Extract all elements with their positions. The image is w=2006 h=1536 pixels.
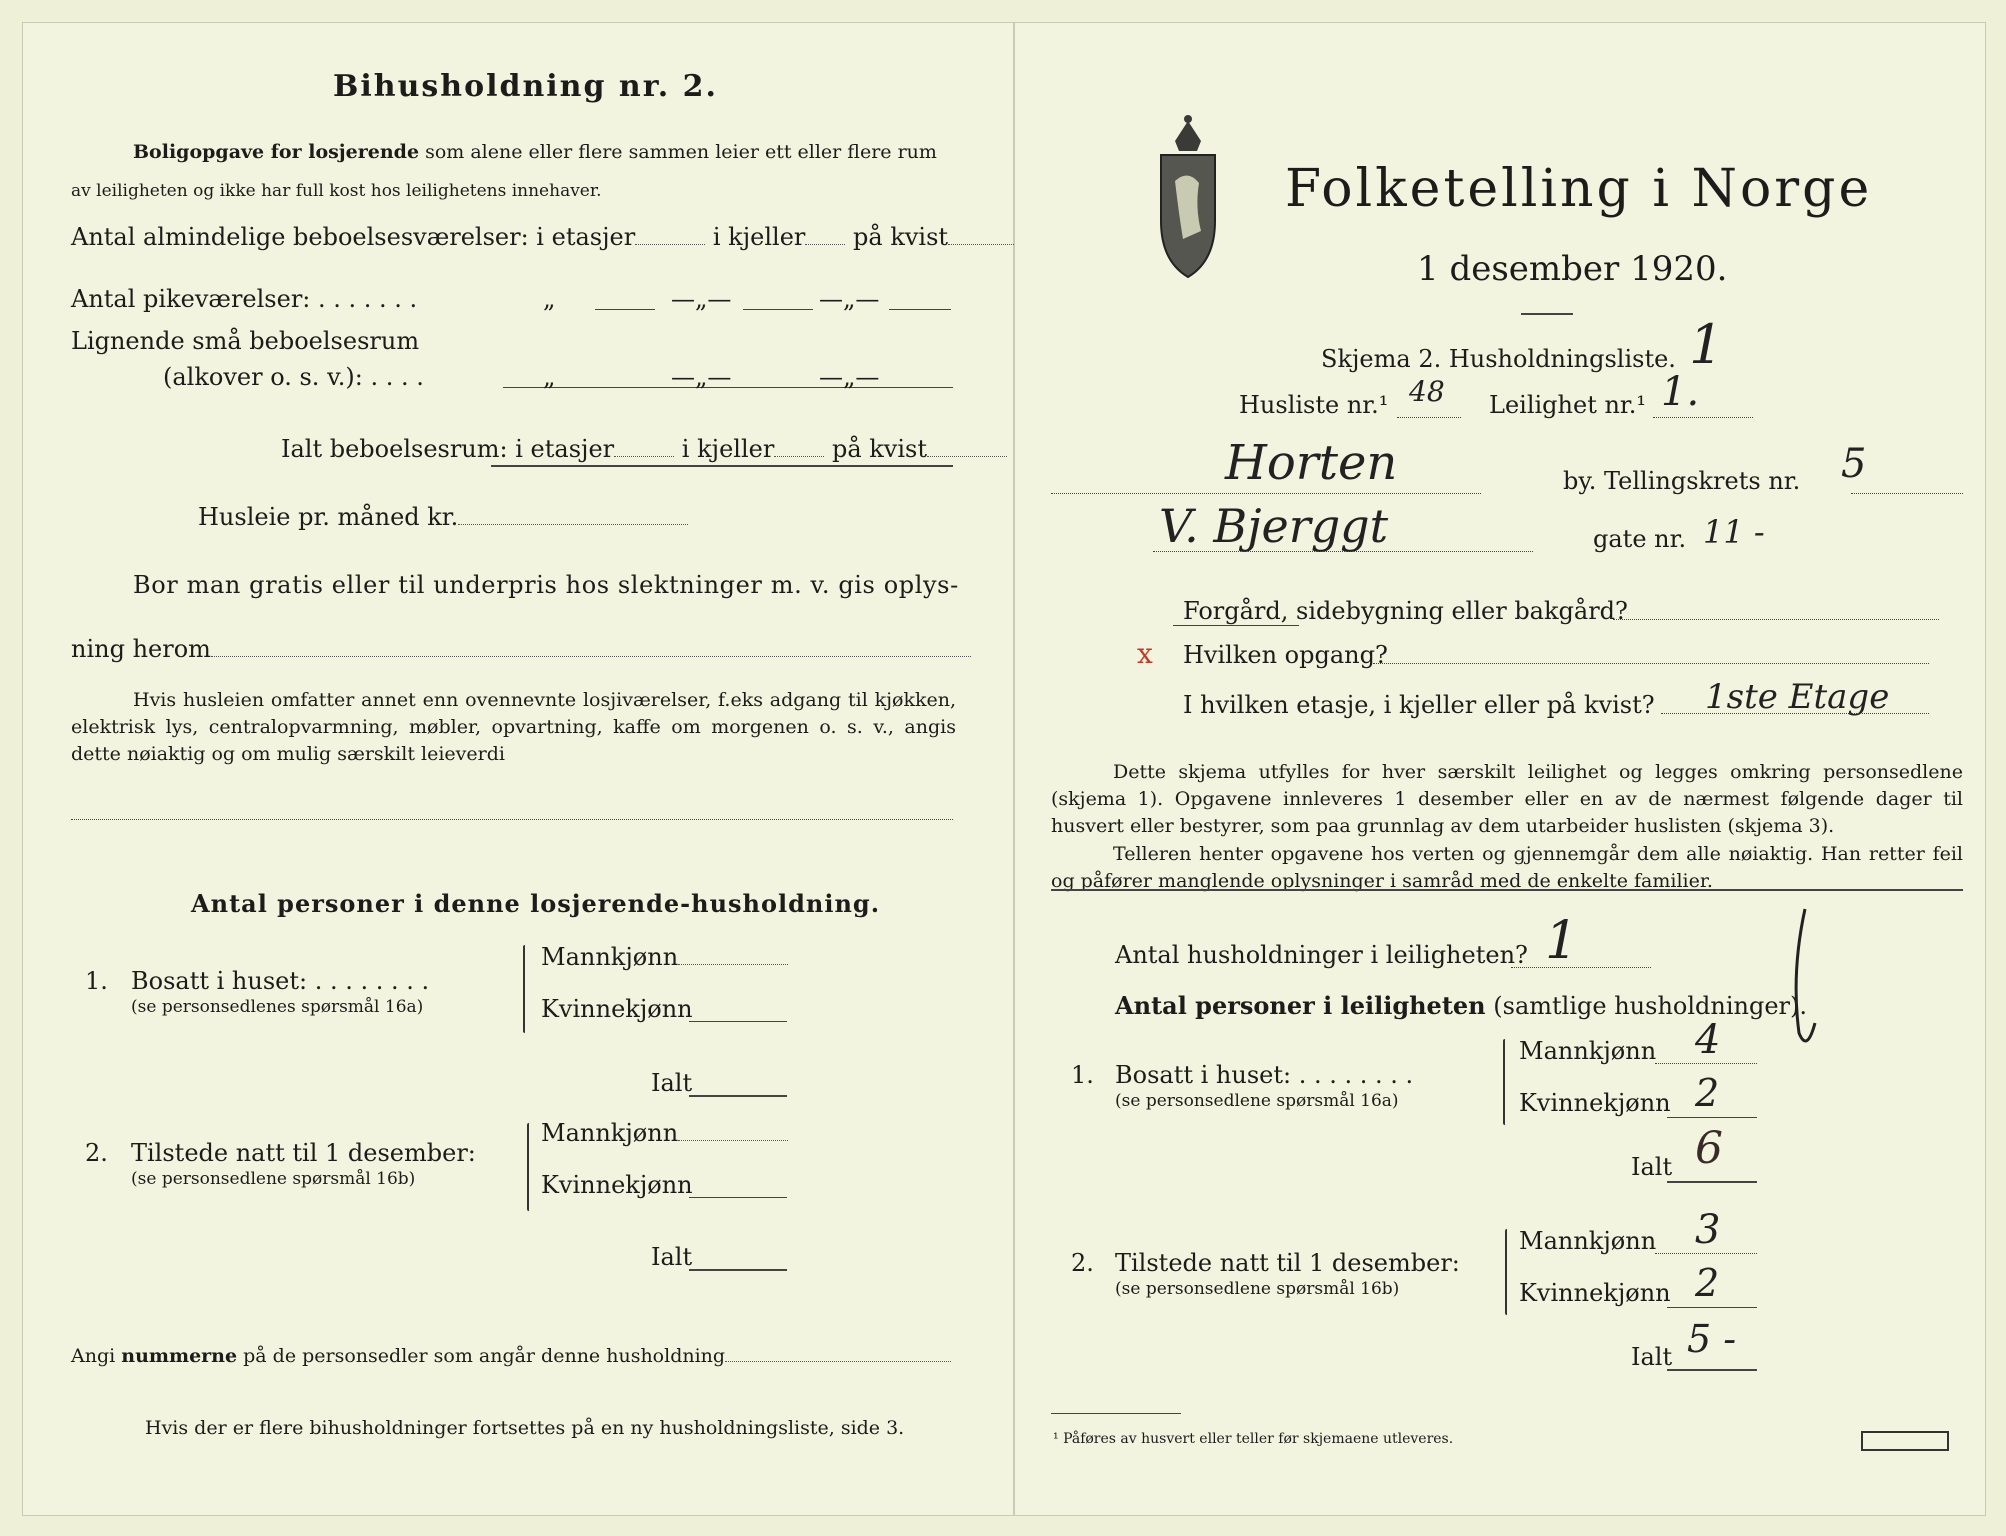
l-q1-ialt-label: Ialt <box>651 1069 693 1097</box>
row-ialt <box>281 435 1007 463</box>
l-q2-sub: (se personsedlene spørsmål 16b) <box>131 1169 416 1189</box>
antal-heading: Antal personer i denne losjerende-husholdning. <box>191 889 881 918</box>
hvis-paragraph: Hvis husleien omfatter annet enn ovennevnte losjiværelser, f.eks adgang til kjøkken, elektrisk lys, centralopvarmning, møbler, opvartning, kaffe om morgenen o. s. v., angis dette nøiaktig og om mulig særskilt leieverdi <box>71 689 956 765</box>
row-lignende-ditto-3: —„— <box>819 363 880 391</box>
r-q1-label: Bosatt i huset: . . . . . . . . <box>1115 1061 1414 1089</box>
etasje-label: I hvilken etasje, i kjeller eller på kvist? <box>1183 691 1655 719</box>
l-q2-kvinne <box>541 1171 693 1199</box>
husleie-label: Husleie pr. måned kr. <box>198 503 459 531</box>
r-q2-mann-value[interactable]: 3 <box>1695 1207 1721 1253</box>
l-q1-label: Bosatt i huset: . . . . . . . . <box>131 967 430 995</box>
krets-value[interactable]: 5 <box>1841 441 1867 487</box>
bor-line-2 <box>71 635 971 663</box>
r-q2-brace <box>1505 1229 1507 1315</box>
intro-rest-1: som alene eller flere sammen leier ett eller flere rum <box>425 141 937 163</box>
skjema-label: Skjema 2. Husholdningsliste. <box>1321 345 1676 373</box>
printer-stamp-icon <box>1861 1431 1949 1451</box>
right-date: 1 desember 1920. <box>1417 249 1728 289</box>
ialt-etasjer-field[interactable] <box>614 438 674 457</box>
r-q2-ialt-value[interactable]: 5 - <box>1687 1317 1737 1361</box>
kjeller-field[interactable] <box>805 226 845 245</box>
r-q1-mann-value[interactable]: 4 <box>1695 1017 1721 1063</box>
forgard-label: Forgård, sidebygning eller bakgård? <box>1183 597 1628 625</box>
r-q2-mann-label: Mannkjønn <box>1519 1227 1657 1255</box>
angi-bold: nummerne <box>121 1345 238 1367</box>
city-value[interactable]: Horten <box>1225 435 1398 491</box>
husliste-value[interactable]: 48 <box>1409 375 1445 408</box>
opgang-mark: x <box>1137 637 1153 670</box>
left-title: Bihusholdning nr. 2. <box>333 69 718 104</box>
street-value[interactable]: V. Bjerggt <box>1159 499 1389 553</box>
bor-label: ning herom <box>71 635 211 663</box>
coat-of-arms-icon <box>1155 111 1221 281</box>
row-lignende-ditto-2: —„— <box>671 363 732 391</box>
r-q2-sub: (se personsedlene spørsmål 16b) <box>1115 1279 1400 1299</box>
bor-field[interactable] <box>211 638 971 657</box>
row-antal-label: Antal almindelige beboelsesværelser: i etasjer <box>71 223 636 251</box>
leilighet-value[interactable]: 1. <box>1661 369 1700 415</box>
l-q2-brace <box>527 1123 529 1211</box>
r-q2-kvinne-label: Kvinnekjønn <box>1519 1279 1671 1307</box>
kjeller-label: i kjeller <box>712 223 806 251</box>
ialt-kvist-label: på kvist <box>831 435 927 463</box>
r-q2-ialt-label: Ialt <box>1631 1343 1673 1371</box>
l-q1-mann-field[interactable] <box>678 946 788 965</box>
l-q1-kvinne-label: Kvinnekjønn <box>541 995 693 1023</box>
etasjer-field[interactable] <box>635 226 705 245</box>
r-q2-label: Tilstede natt til 1 desember: <box>1115 1249 1460 1277</box>
row-lignende-2: (alkover o. s. v.): . . . . <box>163 363 424 391</box>
right-title: Folketelling i Norge <box>1285 159 1873 219</box>
l-q1-mann <box>541 943 788 971</box>
r-q1-num: 1. <box>1071 1061 1094 1089</box>
angi-pre: Angi <box>71 1345 116 1367</box>
r-q1-kvinne-label: Kvinnekjønn <box>1519 1089 1671 1117</box>
gate-value[interactable]: 11 - <box>1703 513 1765 551</box>
antal-hush-label: Antal husholdninger i leiligheten? <box>1115 941 1528 969</box>
right-page <box>1014 22 1986 1516</box>
l-q2-mann <box>541 1119 788 1147</box>
r-q2-kvinne-value[interactable]: 2 <box>1695 1261 1720 1305</box>
row-pike-ditto-2: —„— <box>671 285 732 313</box>
angi-line <box>71 1343 951 1367</box>
antal-hush-value[interactable]: 1 <box>1545 911 1579 971</box>
skjema-number: 1 <box>1689 313 1724 376</box>
handwritten-stroke-icon <box>1785 903 1825 1063</box>
info-paragraph-1: Dette skjema utfylles for hver særskilt leilighet og legges omkring personsedlene (skjema 1). Opgavene innleveres 1 desember eller en av de nærmest følgende dager til husvert eller bestyrer, som paa grunnlag av dem utarbeider huslisten (skjema 3). <box>1051 761 1963 837</box>
r-q1-sub: (se personsedlene spørsmål 16a) <box>1115 1091 1399 1111</box>
row-antal <box>71 223 1028 251</box>
antal-pers-bold: Antal personer i leiligheten <box>1115 991 1486 1020</box>
r-q2-num: 2. <box>1071 1249 1094 1277</box>
info-paragraph-2: Telleren henter opgavene hos verten og gjennemgår dem alle nøiaktig. Han retter feil og påfører manglende oplysninger i samråd med de enkelte familier. <box>1051 843 1963 892</box>
bor-line-1: Bor man gratis eller til underpris hos slektninger m. v. gis oplys- <box>133 571 959 599</box>
intro-line-2: av leiligheten og ikke har full kost hos leilighetens innehaver. <box>71 181 602 201</box>
intro-bold: Boligopgave for losjerende <box>133 141 420 163</box>
angi-post: på de personsedler som angår denne husholdning <box>243 1345 726 1367</box>
gate-label: gate nr. <box>1593 525 1687 553</box>
l-q2-mann-label: Mannkjønn <box>541 1119 679 1147</box>
l-q1-brace <box>523 945 525 1033</box>
leilighet-label: Leilighet nr.¹ <box>1489 391 1647 419</box>
by-label: by. Tellingskrets nr. <box>1563 467 1801 495</box>
intro-line-1 <box>133 141 937 163</box>
r-q1-mann-label: Mannkjønn <box>1519 1037 1657 1065</box>
left-footer: Hvis der er flere bihusholdninger fortsettes på en ny husholdningsliste, side 3. <box>145 1417 905 1439</box>
antal-pers-rest: (samtlige husholdninger). <box>1493 992 1808 1020</box>
husleie-field[interactable] <box>458 506 688 525</box>
angi-field[interactable] <box>725 1343 951 1362</box>
ialt-kjeller-label: i kjeller <box>681 435 775 463</box>
l-q1-kvinne <box>541 995 693 1023</box>
kvist-label: på kvist <box>853 223 949 251</box>
row-lignende-ditto: „ <box>543 363 556 391</box>
row-pike-ditto-3: —„— <box>819 285 880 313</box>
row-pike-label: Antal pikeværelser: . . . . . . . <box>71 285 418 313</box>
ialt-kvist-field[interactable] <box>927 438 1007 457</box>
l-q2-num: 2. <box>85 1139 108 1167</box>
left-page <box>22 22 1014 1516</box>
l-q1-sub: (se personsedlenes spørsmål 16a) <box>131 997 424 1017</box>
opgang-label: Hvilken opgang? <box>1183 641 1388 669</box>
ialt-kjeller-field[interactable] <box>774 438 824 457</box>
husleie <box>198 503 688 531</box>
r-q1-kvinne-value[interactable]: 2 <box>1695 1071 1720 1115</box>
row-lignende-1: Lignende små beboelsesrum <box>71 327 420 355</box>
l-q2-kvinne-label: Kvinnekjønn <box>541 1171 693 1199</box>
l-q2-label: Tilstede natt til 1 desember: <box>131 1139 476 1167</box>
row-pike-ditto: „ <box>543 285 556 313</box>
etasje-value[interactable]: 1ste Etage <box>1705 677 1890 717</box>
l-q2-mann-field[interactable] <box>678 1122 788 1141</box>
l-q1-num: 1. <box>85 967 108 995</box>
row-ialt-label: Ialt beboelsesrum: i etasjer <box>281 435 615 463</box>
r-q1-brace <box>1503 1039 1505 1125</box>
footnote: ¹ Påføres av husvert eller teller før skjemaene utleveres. <box>1053 1431 1454 1447</box>
husliste-label: Husliste nr.¹ <box>1239 391 1389 419</box>
l-q2-ialt-label: Ialt <box>651 1243 693 1271</box>
r-q1-ialt-value[interactable]: 6 <box>1695 1123 1723 1174</box>
antal-pers-line <box>1115 991 1807 1020</box>
l-q1-mann-label: Mannkjønn <box>541 943 679 971</box>
r-q1-ialt-label: Ialt <box>1631 1153 1673 1181</box>
